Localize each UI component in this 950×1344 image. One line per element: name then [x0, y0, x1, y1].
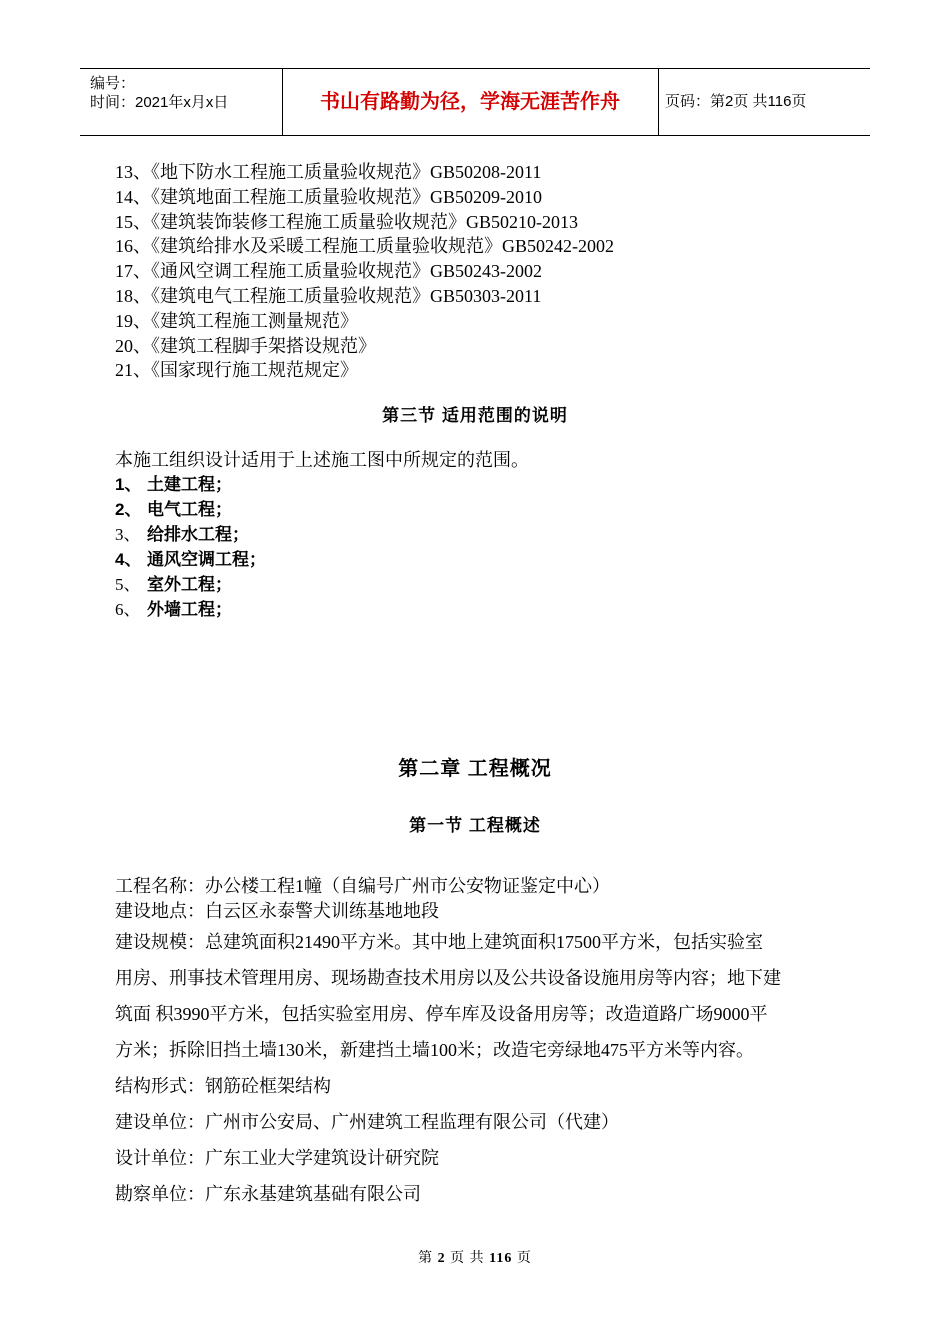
header-number-label: 编号：	[90, 75, 136, 92]
scope-item	[115, 522, 835, 547]
reference-item: 14、《建筑地面工程施工质量验收规范》GB50209-2010	[115, 186, 542, 207]
header-meta-cell	[80, 69, 283, 135]
scope-item-text: 外墙工程；	[147, 600, 232, 620]
scope-item-number: 1、	[115, 475, 142, 495]
scope-intro: 本施工组织设计适用于上述施工图中所规定的范围。	[115, 450, 529, 471]
scope-item-number: 4、	[115, 550, 142, 570]
scope-item-text: 室外工程；	[147, 575, 232, 595]
scope-item	[115, 572, 835, 597]
scope-item	[115, 497, 835, 522]
scope-item-text: 通风空调工程；	[147, 550, 266, 570]
reference-list	[115, 160, 835, 383]
project-scale-line: 方米；拆除旧挡土墙130米，新建挡土墙100米；改造宅旁绿地475平方米等内容。	[115, 1040, 754, 1061]
scope-item-number: 2、	[115, 500, 142, 520]
footer-mid: 页 共	[450, 1251, 485, 1266]
project-scale-line: 筑面 积3990平方米，包括实验室用房、停车库及设备用房等；改造道路广场9000平	[115, 1004, 768, 1025]
reference-item: 15、《建筑装饰装修工程施工质量验收规范》GB50210-2013	[115, 211, 578, 232]
footer-suffix: 页	[516, 1251, 532, 1266]
project-scale-line: 用房、刑事技术管理用房、现场勘查技术用房以及公共设备设施用房等内容；地下建	[115, 968, 781, 989]
footer-prefix: 第	[418, 1251, 434, 1266]
scope-item-number: 3、	[115, 525, 141, 545]
project-scale-line: 建设规模：总建筑面积21490平方米。其中地上建筑面积17500平方米，包括实验室	[115, 932, 763, 953]
scope-item-text: 电气工程；	[147, 500, 232, 520]
section-title-overview: 第一节 工程概述	[409, 816, 541, 836]
designer-unit: 设计单位：广东工业大学建筑设计研究院	[115, 1148, 439, 1169]
header-motto: 书山有路勤为径，学海无涯苦作舟	[282, 69, 659, 135]
section-title-scope: 第三节 适用范围的说明	[382, 406, 568, 426]
document-header	[80, 68, 870, 136]
reference-item: 18、《建筑电气工程施工质量验收规范》GB50303-2011	[115, 285, 542, 306]
scope-item-number: 6、	[115, 600, 141, 620]
reference-item: 13、《地下防水工程施工质量验收规范》GB50208-2011	[115, 162, 542, 182]
surveyor-unit: 勘察单位：广东永基建筑基础有限公司	[115, 1184, 421, 1205]
reference-item: 19、《建筑工程施工测量规范》	[115, 310, 358, 331]
reference-item: 17、《通风空调工程施工质量验收规范》GB50243-2002	[115, 261, 542, 282]
scope-item	[115, 472, 835, 497]
chapter-title: 第二章 工程概况	[398, 758, 552, 781]
page-content	[115, 160, 835, 1212]
scope-list	[115, 472, 835, 622]
scope-item	[115, 547, 835, 572]
page-footer	[0, 1247, 950, 1267]
footer-total-pages: 116	[489, 1251, 513, 1266]
scope-item-text: 土建工程；	[147, 475, 232, 495]
project-scale	[115, 924, 835, 1068]
structure-type: 结构形式：钢筋砼框架结构	[115, 1076, 331, 1097]
project-overview	[115, 874, 835, 1212]
reference-item: 20、《建筑工程脚手架搭设规范》	[115, 335, 376, 356]
scope-item	[115, 597, 835, 622]
builder-unit: 建设单位：广州市公安局、广州建筑工程监理有限公司（代建）	[115, 1112, 619, 1133]
reference-item: 16、《建筑给排水及采暖工程施工质量验收规范》GB50242-2002	[115, 236, 614, 257]
header-page-info: 页码：第2页 共116页	[665, 93, 807, 110]
scope-item-number: 5、	[115, 575, 141, 595]
reference-item: 21、《国家现行施工规范规定》	[115, 360, 358, 381]
project-name: 工程名称：办公楼工程1幢（自编号广州市公安物证鉴定中心）	[115, 876, 610, 897]
scope-item-text: 给排水工程；	[147, 525, 249, 545]
footer-page-number: 2	[437, 1251, 446, 1266]
project-location: 建设地点：白云区永泰警犬训练基地地段	[115, 901, 439, 922]
header-date-label: 时间：2021年x月x日	[90, 94, 229, 111]
